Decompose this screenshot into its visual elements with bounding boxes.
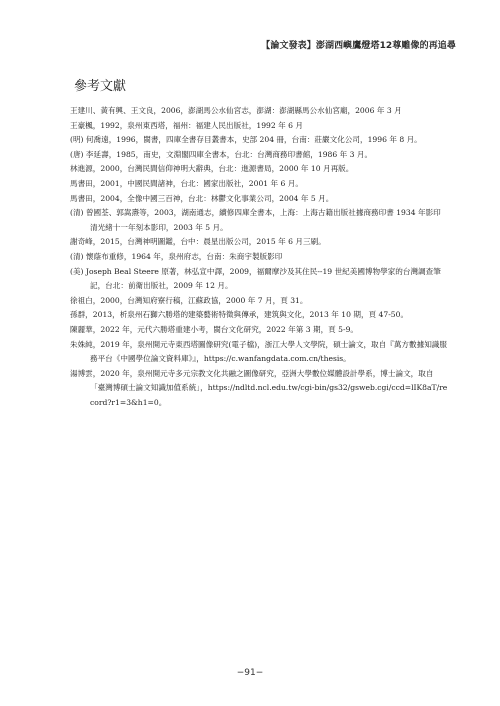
reference-item: 謝奇峰，2015，台灣神明圖鑑，台中：晨星出版公司，2015 年 6 月三刷。 <box>70 237 326 247</box>
reference-item: 朱姝純，2019 年，泉州開元寺東西塔圖像研究(電子檔)，浙江大學人文學院，碩士論文，取自『萬方數據知識服務平台《中國學位論文資料庫》』，https://c.wanfangdata.com.cn/thesis。 <box>70 339 447 364</box>
reference-item: (清) 曾國荃、郭嵩燾等，2003，湖南通志，續修四庫全書本，上海：上海古籍出版社據商務印書 1934 年影印清光緒十一年刻本影印，2003 年 5 月。 <box>70 208 441 232</box>
reference-list <box>70 104 448 410</box>
section-title: 參考文獻 <box>74 79 127 94</box>
running-header: 【論文發表】澎湖西嶼鷹燈塔12尊雕像的再追尋 <box>261 41 456 51</box>
page-number: −91− <box>236 668 264 678</box>
reference-item: 湯博雲，2020 年，泉州開元寺多元宗教文化共融之圖像研究，亞洲大學數位媒體設計學系，博士論文，取自「臺灣博碩士論文知識加值系統」，https://ndltd.ncl.edu.tw/cgi-bin/gs32/gsweb.cgi/ccd=lIK8aT/record?r1=3&h1=0。 <box>70 368 448 407</box>
reference-item: (清) 懷蔭布重修，1964 年，泉州府志，台南：朱商宇製版影印 <box>70 251 283 261</box>
reference-item: (明) 何喬遠，1996，閩書，四庫全書存目叢書本，史部 204 冊，台南：莊嚴文化公司，1996 年 8 月。 <box>70 135 422 145</box>
reference-item: (美) Joseph Beal Steere 原著，林弘宣中譯，2009，福爾摩沙及其住民--19 世紀美國博物學家的台灣調查筆記，台北：前衛出版社，2009 年 12 月。 <box>70 266 441 291</box>
reference-item: 陳麗華，2022 年，元代六勝塔重建小考，閩台文化研究，2022 年第 3 期，頁 5-9。 <box>70 324 358 334</box>
reference-item: 王建川、黃有興、王文良，2006，澎湖馬公水仙宮志，澎湖：澎湖縣馬公水仙宮廟，2006 年 3 月 <box>70 106 402 115</box>
reference-item: 馬書田，2001，中國民間諸神，台北：國家出版社，2001 年 6 月。 <box>70 178 303 188</box>
reference-item: 孫群，2013，析泉州石獅六勝塔的建築藝術特徵與傳承，建筑與文化，2013 年 10 期，頁 47-50。 <box>70 310 409 320</box>
reference-item: 馬書田，2004，全像中國三百神，台北：林鬱文化事業公司，2004 年 5 月。 <box>70 193 334 203</box>
reference-item: 徐祖白，2000，台灣知府寮行稿，江蘇政協，2000 年 7 月，頁 31。 <box>70 295 308 305</box>
reference-item: (唐) 李延壽，1985，南史，文淵閣四庫全書本，台北：台灣商務印書館，1986 年 3 月。 <box>70 149 373 159</box>
reference-item: 王豪楓，1992，泉州東西塔，福州：福建人民出版社，1992 年 6 月 <box>70 120 303 130</box>
reference-item: 林進源，2000，台灣民間信仰神明大辭典，台北：進源書局，2000 年 10 月再版。 <box>70 164 354 174</box>
